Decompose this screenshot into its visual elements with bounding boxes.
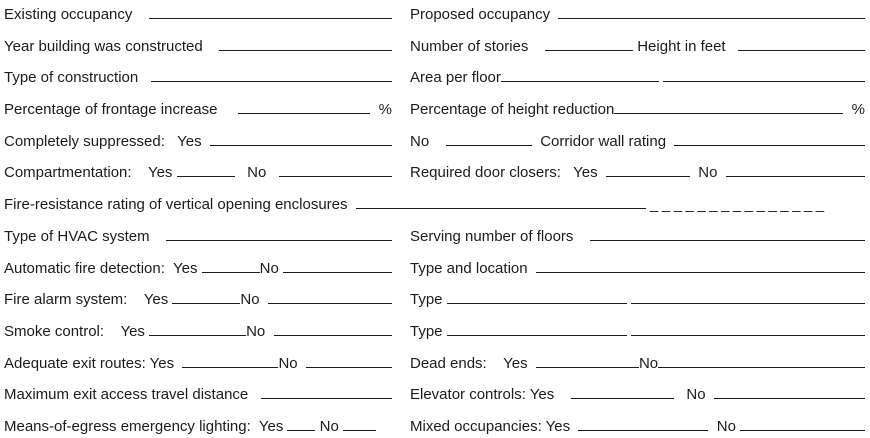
field-label: Automatic fire detection: Yes	[4, 259, 202, 277]
field-label: No	[410, 132, 446, 150]
blank-line[interactable]	[536, 367, 639, 368]
field-label: Mixed occupancies: Yes	[410, 417, 579, 435]
blank-line[interactable]	[446, 145, 532, 146]
field-label: No	[708, 417, 741, 435]
form-cell	[410, 6, 865, 23]
field-label: Required door closers: Yes	[410, 164, 606, 182]
form-cell	[410, 164, 865, 181]
blank-line[interactable]	[501, 81, 659, 82]
blank-line[interactable]	[740, 430, 865, 431]
form-cell	[4, 101, 392, 118]
field-label: Area per floor	[410, 69, 501, 87]
blank-line[interactable]	[578, 430, 708, 431]
field-label: No	[240, 291, 268, 309]
blank-line[interactable]	[306, 367, 392, 368]
form-row	[4, 323, 865, 355]
blank-line[interactable]	[726, 176, 865, 177]
blank-line[interactable]	[268, 303, 392, 304]
blank-line[interactable]	[149, 335, 246, 336]
form-row	[4, 196, 865, 228]
form-cell	[4, 38, 392, 55]
form-cell	[410, 386, 865, 403]
field-label: %	[370, 101, 392, 119]
blank-line[interactable]	[172, 303, 240, 304]
field-label: Dead ends: Yes	[410, 354, 536, 372]
field-label: Height in feet	[633, 37, 739, 55]
form-cell	[4, 418, 392, 435]
field-label: Elevator controls: Yes	[410, 386, 571, 404]
field-label: Type	[410, 322, 447, 340]
form-cell	[410, 133, 865, 150]
field-label: Number of stories	[410, 37, 546, 55]
field-label: Type of construction	[4, 69, 151, 87]
form-row	[4, 6, 865, 38]
form-row	[4, 291, 865, 323]
form-cell	[410, 228, 865, 245]
blank-line[interactable]	[558, 18, 865, 19]
field-label: Corridor wall rating	[531, 132, 675, 150]
field-label: No	[259, 259, 283, 277]
form-cell	[410, 323, 865, 340]
form-cell	[410, 69, 865, 86]
form-row	[4, 260, 865, 292]
field-label: Type	[410, 291, 447, 309]
blank-line[interactable]	[738, 50, 865, 51]
field-label: No	[689, 164, 726, 182]
blank-line[interactable]	[356, 208, 646, 209]
form-cell	[410, 260, 865, 277]
blank-line[interactable]	[447, 335, 627, 336]
blank-line[interactable]	[590, 240, 865, 241]
form-row	[4, 164, 865, 196]
field-label: Fire alarm system: Yes	[4, 291, 173, 309]
form-row	[4, 38, 865, 70]
blank-line[interactable]	[631, 335, 865, 336]
field-label: Type of HVAC system	[4, 227, 167, 245]
form-row	[4, 69, 865, 101]
field-label	[627, 323, 631, 340]
form-row	[4, 133, 865, 165]
form-cell	[4, 260, 392, 277]
blank-line[interactable]	[182, 367, 278, 368]
field-label: Serving number of floors	[410, 227, 591, 245]
field-label: Compartmentation: Yes	[4, 164, 177, 182]
field-label: Adequate exit routes: Yes	[4, 354, 183, 372]
form-cell	[410, 38, 865, 55]
field-label: No	[246, 322, 274, 340]
field-label: No	[278, 354, 306, 372]
blank-line[interactable]	[536, 272, 865, 273]
field-label: %	[843, 101, 865, 119]
form-cell	[4, 133, 392, 150]
blank-line-dashed[interactable]: _______________	[650, 196, 828, 214]
blank-line[interactable]	[149, 18, 392, 19]
blank-line[interactable]	[631, 303, 865, 304]
form-cell	[4, 6, 392, 23]
blank-line[interactable]	[663, 81, 865, 82]
field-label: Year building was constructed	[4, 37, 220, 55]
form-row	[4, 418, 865, 438]
field-label: Fire-resistance rating of vertical opening enclosures	[4, 196, 356, 214]
form-cell	[4, 196, 865, 213]
field-label: No	[673, 386, 714, 404]
blank-line[interactable]	[177, 176, 235, 177]
blank-line[interactable]	[606, 176, 690, 177]
form-cell	[410, 418, 865, 435]
form-cell	[4, 164, 392, 181]
blank-line[interactable]	[202, 272, 260, 273]
blank-line[interactable]	[279, 176, 392, 177]
form-cell	[410, 101, 865, 118]
field-label: No	[234, 164, 279, 182]
blank-line[interactable]	[614, 113, 843, 114]
blank-line[interactable]	[658, 367, 865, 368]
blank-line[interactable]	[545, 50, 633, 51]
blank-line[interactable]	[219, 50, 392, 51]
field-label: Maximum exit access travel distance	[4, 386, 261, 404]
field-label: No	[315, 417, 343, 435]
field-label: Completely suppressed: Yes	[4, 132, 210, 150]
blank-line[interactable]	[343, 430, 376, 431]
blank-line[interactable]	[274, 335, 392, 336]
field-label	[659, 69, 663, 86]
field-label: Smoke control: Yes	[4, 322, 150, 340]
blank-line[interactable]	[287, 430, 315, 431]
form-cell	[4, 386, 392, 403]
form-row	[4, 386, 865, 418]
field-label	[627, 291, 631, 308]
form-cell	[410, 355, 865, 372]
form-cell	[4, 355, 392, 372]
form-row	[4, 101, 865, 133]
field-label: Type and location	[410, 259, 536, 277]
blank-line[interactable]	[571, 398, 674, 399]
field-label: Means-of-egress emergency lighting: Yes	[4, 417, 288, 435]
field-label: Percentage of frontage increase	[4, 101, 239, 119]
form-cell	[410, 291, 865, 308]
blank-line[interactable]	[238, 113, 370, 114]
blank-line[interactable]	[151, 81, 392, 82]
form-cell	[4, 228, 392, 245]
form-cell	[4, 291, 392, 308]
blank-line[interactable]	[166, 240, 392, 241]
blank-line[interactable]	[447, 303, 627, 304]
form-row	[4, 228, 865, 260]
field-label: Existing occupancy	[4, 6, 150, 23]
field-label: Percentage of height reduction	[410, 101, 615, 119]
form-cell	[4, 69, 392, 86]
blank-line[interactable]	[261, 398, 392, 399]
field-label: No	[638, 354, 659, 372]
blank-line[interactable]	[210, 145, 392, 146]
blank-line[interactable]	[283, 272, 392, 273]
field-label: Proposed occupancy	[410, 6, 559, 23]
blank-line[interactable]	[674, 145, 865, 146]
blank-line[interactable]	[714, 398, 865, 399]
form-cell	[4, 323, 392, 340]
form-row	[4, 355, 865, 387]
